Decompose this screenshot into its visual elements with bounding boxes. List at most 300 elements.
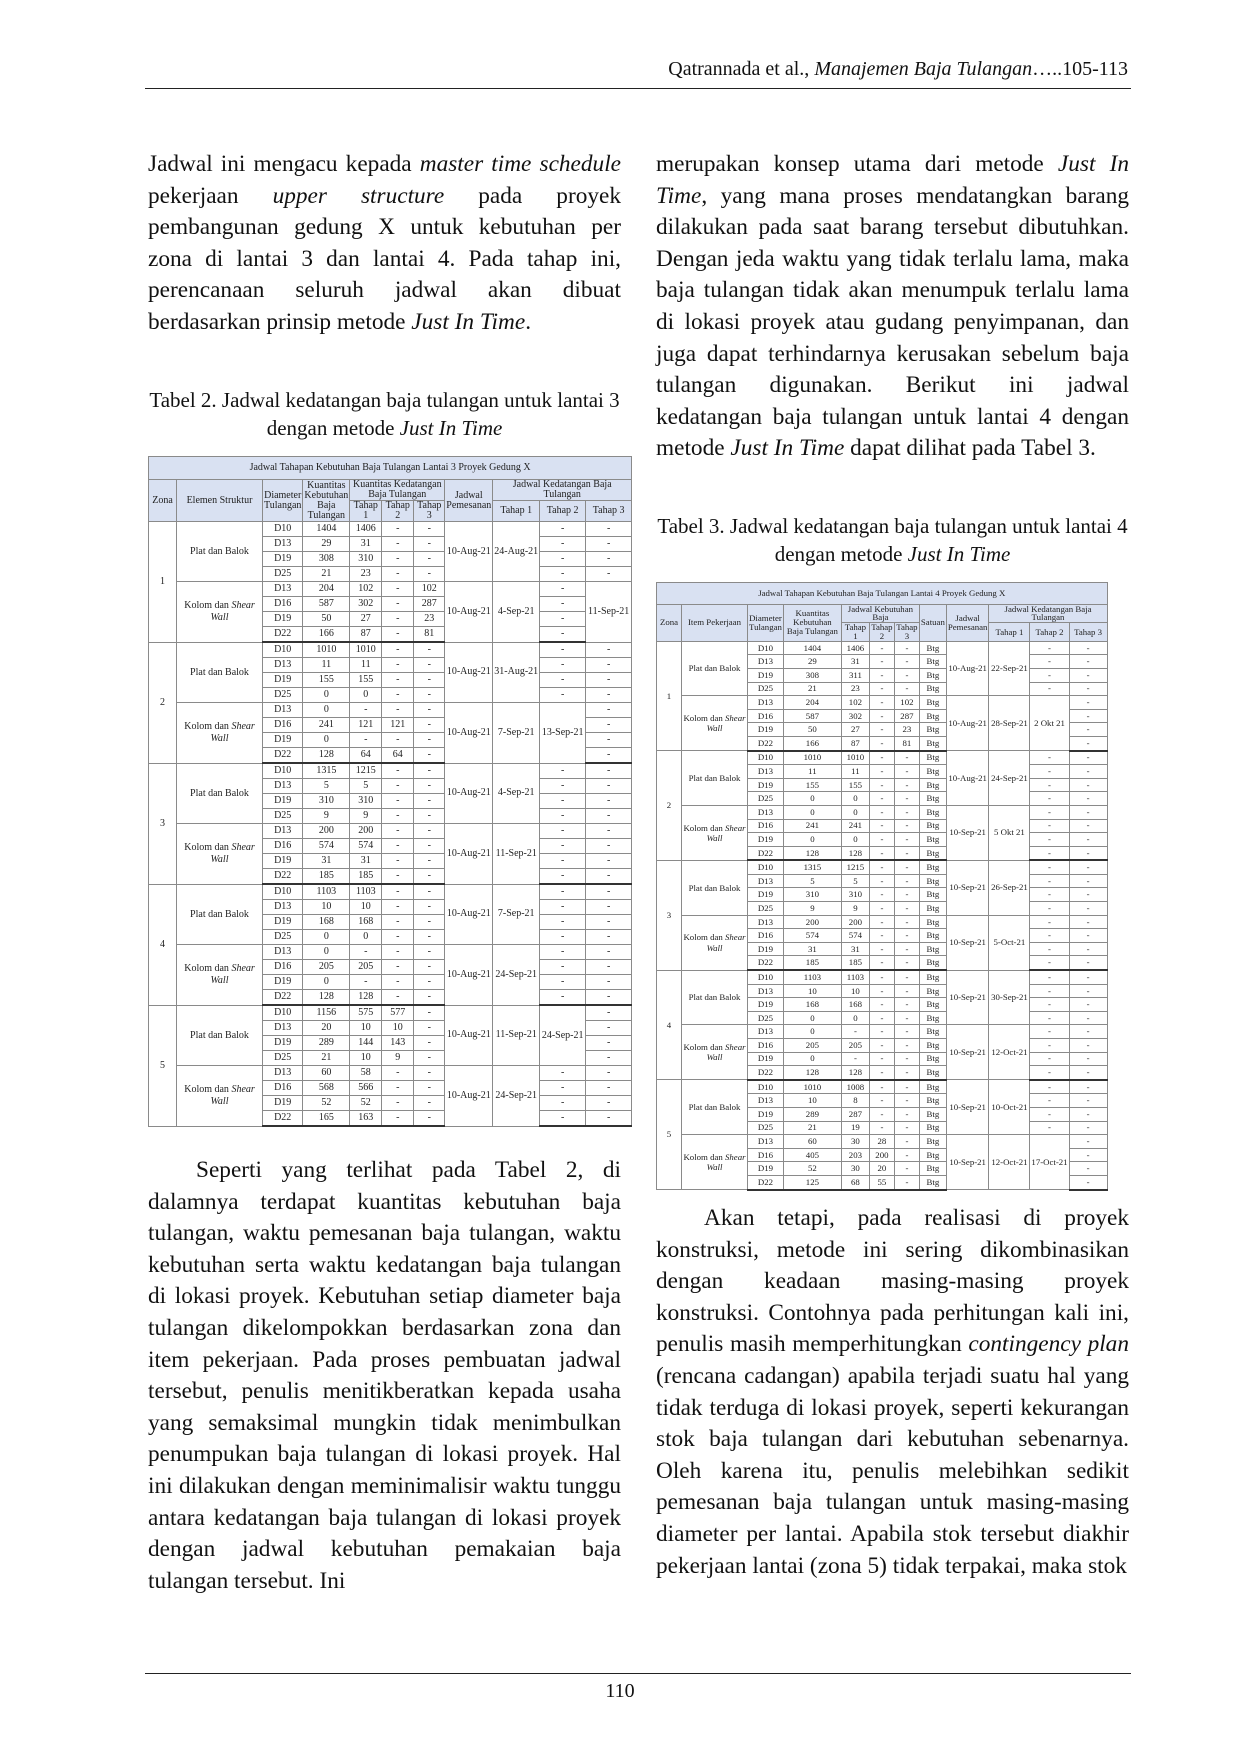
- cell-satuan: Btg: [919, 655, 946, 669]
- cell-c: 102: [414, 582, 445, 597]
- cell-b: -: [382, 779, 414, 794]
- tahap1-cell: 10-Oct-21: [989, 1080, 1030, 1135]
- tahap1-cell: 24-Sep-21: [989, 751, 1030, 806]
- cell-k: 0: [783, 805, 841, 819]
- cell-d: D10: [263, 1005, 303, 1021]
- tahap3-cell: -: [586, 1036, 632, 1051]
- cell-c: -: [414, 763, 445, 779]
- zona-cell: 5: [149, 1005, 177, 1126]
- tahap3-cell: -: [586, 1096, 632, 1111]
- cell-k: 5: [303, 779, 350, 794]
- cell-satuan: Btg: [919, 998, 946, 1012]
- cell-c: -: [414, 839, 445, 854]
- table-row: [657, 915, 1108, 929]
- cell-c: -: [414, 1051, 445, 1066]
- pemesanan-cell: 10-Sep-21: [946, 860, 989, 915]
- cell-k: 185: [783, 956, 841, 970]
- cell-satuan: Btg: [919, 929, 946, 943]
- text-run: , yang mana proses mendatangkan barang dilakukan pada saat barang tersebut dibutuhkan. Dengan jeda waktu yang tidak terlalu lama, maka baja tulangan tidak akan menumpuk terlalu lama di lokasi proyek atau gudang penyimpanan, dan juga dapat terhindarnya kerusakan sebelum baja tulangan digunakan. Berikut ini jadwal kedatangan baja tulangan untuk lantai 4 dengan metode: [656, 182, 1129, 462]
- cell-d: D13: [263, 900, 303, 915]
- tahap2-cell: -: [540, 567, 586, 582]
- cell-d: D10: [748, 1080, 784, 1094]
- elemen-cell: [682, 970, 748, 1025]
- elemen-italic: Shear Wall: [210, 1084, 255, 1107]
- cell-a: 144: [350, 1036, 382, 1051]
- cell-a: 68: [841, 1175, 869, 1189]
- elemen-text: Plat dan Balok: [190, 666, 249, 678]
- elemen-text: Plat dan Balok: [688, 663, 741, 674]
- cell-c: -: [414, 537, 445, 552]
- header-tahap: Tahap 1: [989, 623, 1030, 642]
- cell-a: 168: [350, 915, 382, 930]
- header-tahap: Tahap 3: [896, 622, 918, 641]
- tahap3-cell: -: [1069, 778, 1107, 792]
- tahap3-cell: 11-Sep-21: [586, 582, 632, 643]
- pemesanan-cell: 10-Sep-21: [946, 1135, 989, 1190]
- cell-k: 21: [783, 682, 841, 696]
- tahap3-cell: -: [586, 733, 632, 748]
- table-row: [149, 824, 632, 839]
- cell-d: D22: [748, 846, 784, 860]
- elemen-italic: Shear Wall: [706, 1151, 746, 1173]
- tahap3-cell: -: [586, 809, 632, 824]
- cell-c: -: [894, 792, 919, 806]
- cell-k: 29: [303, 537, 350, 552]
- cell-a: 30: [841, 1135, 869, 1149]
- tahap2-cell: -: [540, 522, 586, 537]
- right-column-top: [656, 149, 1129, 465]
- cell-k: 166: [783, 736, 841, 750]
- text-run: dapat dilihat pada Tabel 3.: [844, 435, 1096, 462]
- cell-satuan: Btg: [919, 1162, 946, 1176]
- tahap2-cell: -: [540, 839, 586, 854]
- elemen-text: Kolom dan: [683, 1042, 725, 1053]
- cell-b: -: [382, 990, 414, 1006]
- cell-c: -: [414, 703, 445, 718]
- cell-c: -: [414, 930, 445, 945]
- cell-d: D25: [263, 930, 303, 945]
- cell-b: -: [869, 942, 894, 956]
- cell-satuan: Btg: [919, 696, 946, 710]
- tahap2-cell: -: [1030, 805, 1069, 819]
- cell-b: 10: [382, 1021, 414, 1036]
- cell-b: -: [382, 658, 414, 673]
- cell-a: 31: [841, 655, 869, 669]
- cell-k: 1315: [783, 860, 841, 874]
- cell-b: -: [869, 902, 894, 916]
- tahap1-cell: 5 Okt 21: [989, 805, 1030, 860]
- tahap1-cell: 28-Sep-21: [989, 696, 1030, 751]
- cell-k: 52: [303, 1096, 350, 1111]
- cell-k: 31: [303, 854, 350, 869]
- cell-k: 1103: [303, 884, 350, 900]
- elemen-cell: [177, 642, 263, 703]
- cell-a: 23: [841, 682, 869, 696]
- tahap3-cell: -: [586, 990, 632, 1006]
- table-row: [657, 1135, 1108, 1149]
- cell-b: -: [382, 839, 414, 854]
- tahap2-cell: -: [540, 537, 586, 552]
- tahap2-cell: -: [540, 597, 586, 612]
- paragraph: [656, 1203, 1129, 1582]
- cell-a: 185: [350, 869, 382, 885]
- cell-c: -: [894, 765, 919, 779]
- cell-d: D19: [748, 1107, 784, 1121]
- tahap1-cell: 24-Sep-21: [493, 945, 540, 1006]
- elemen-italic: Shear Wall: [210, 963, 255, 986]
- cell-a: 310: [350, 794, 382, 809]
- tahap3-cell: -: [586, 748, 632, 764]
- cell-b: 121: [382, 718, 414, 733]
- cell-b: -: [869, 668, 894, 682]
- cell-b: -: [869, 915, 894, 929]
- cell-c: -: [414, 1036, 445, 1051]
- cell-c: 81: [894, 736, 919, 750]
- cell-k: 20: [303, 1021, 350, 1036]
- tahap3-cell: -: [1069, 984, 1107, 998]
- cell-c: -: [894, 778, 919, 792]
- tahap1-cell: 30-Sep-21: [989, 970, 1030, 1025]
- header-tahap: Tahap 3: [586, 501, 632, 522]
- cell-d: D19: [263, 794, 303, 809]
- cell-a: -: [350, 703, 382, 718]
- text-run: pada proyek pembangunan gedung X untuk kebutuhan per zona di lantai 3 dan lantai 4. Pada tahap ini, perencanaan seluruh jadwal akan dibuat berdasarkan prinsip metode: [148, 182, 621, 335]
- cell-a: 163: [350, 1111, 382, 1127]
- cell-d: D10: [748, 641, 784, 655]
- cell-satuan: Btg: [919, 874, 946, 888]
- tahap3-cell: -: [1069, 751, 1107, 765]
- cell-a: 102: [841, 696, 869, 710]
- tahap3-cell: -: [1069, 723, 1107, 737]
- cell-b: -: [382, 522, 414, 537]
- cell-k: 168: [783, 998, 841, 1012]
- tahap3-cell: -: [1069, 1121, 1107, 1135]
- footer-rule: [145, 1673, 1131, 1674]
- cell-satuan: Btg: [919, 792, 946, 806]
- cell-a: 87: [350, 627, 382, 643]
- cell-b: -: [382, 915, 414, 930]
- cell-a: 11: [350, 658, 382, 673]
- cell-c: 287: [894, 709, 919, 723]
- elemen-text: Plat dan Balok: [688, 992, 741, 1003]
- cell-b: -: [869, 723, 894, 737]
- elemen-text: Plat dan Balok: [688, 1102, 741, 1113]
- tahap2-cell: -: [1030, 819, 1069, 833]
- pemesanan-cell: 10-Sep-21: [946, 915, 989, 970]
- cell-b: -: [869, 833, 894, 847]
- table-row: [149, 884, 632, 900]
- cell-satuan: Btg: [919, 942, 946, 956]
- cell-a: 241: [841, 819, 869, 833]
- cell-satuan: Btg: [919, 1025, 946, 1039]
- tahap3-cell: -: [586, 1111, 632, 1127]
- cell-k: 21: [303, 1051, 350, 1066]
- tahap3-cell: -: [1069, 641, 1107, 655]
- cell-a: 5: [350, 779, 382, 794]
- cell-d: D13: [263, 703, 303, 718]
- cell-satuan: Btg: [919, 1148, 946, 1162]
- tahap3-cell: -: [1069, 1080, 1107, 1094]
- cell-c: -: [894, 1162, 919, 1176]
- tahap2-cell: -: [1030, 874, 1069, 888]
- cell-c: -: [414, 688, 445, 703]
- tahap3-cell: -: [1069, 902, 1107, 916]
- cell-satuan: Btg: [919, 915, 946, 929]
- tahap3-cell: -: [1069, 846, 1107, 860]
- tahap2-cell: 24-Sep-21: [540, 1005, 586, 1066]
- cell-a: 168: [841, 998, 869, 1012]
- tahap2-cell: -: [540, 809, 586, 824]
- cell-a: 30: [841, 1162, 869, 1176]
- elemen-cell: [682, 696, 748, 751]
- tahap2-cell: -: [1030, 1025, 1069, 1039]
- cell-d: D13: [748, 696, 784, 710]
- cell-k: 128: [303, 990, 350, 1006]
- tahap2-cell: -: [540, 869, 586, 885]
- cell-d: D19: [748, 998, 784, 1012]
- table-row: [149, 582, 632, 597]
- cell-k: 0: [783, 792, 841, 806]
- cell-b: -: [382, 884, 414, 900]
- tahap3-cell: -: [1069, 874, 1107, 888]
- cell-b: -: [382, 1096, 414, 1111]
- cell-k: 204: [783, 696, 841, 710]
- tahap3-cell: -: [586, 839, 632, 854]
- cell-b: -: [382, 612, 414, 627]
- cell-k: 204: [303, 582, 350, 597]
- tahap3-cell: -: [586, 930, 632, 945]
- cell-b: -: [869, 655, 894, 669]
- cell-d: D22: [748, 1066, 784, 1080]
- text-italic: contingency plan: [968, 1331, 1129, 1358]
- cell-a: 200: [841, 915, 869, 929]
- cell-c: -: [894, 1039, 919, 1053]
- cell-d: D19: [748, 1052, 784, 1066]
- cell-b: -: [869, 1121, 894, 1135]
- cell-d: D22: [263, 748, 303, 764]
- zona-cell: 4: [657, 970, 682, 1080]
- tahap3-cell: -: [586, 567, 632, 582]
- tahap2-cell: -: [540, 824, 586, 839]
- header-title: Manajemen Baja Tulangan: [814, 58, 1033, 80]
- pemesanan-cell: 10-Sep-21: [946, 1080, 989, 1135]
- cell-d: D16: [263, 960, 303, 975]
- tahap2-cell: -: [1030, 1107, 1069, 1121]
- cell-d: D13: [748, 984, 784, 998]
- cell-a: 9: [841, 902, 869, 916]
- header-tahap: Tahap 2: [871, 622, 893, 641]
- cell-c: -: [414, 1096, 445, 1111]
- cell-k: 0: [303, 688, 350, 703]
- header-kedatangan: Jadwal Kebutuhan Baja: [841, 604, 919, 623]
- cell-c: 81: [414, 627, 445, 643]
- cell-satuan: Btg: [919, 1107, 946, 1121]
- cell-c: -: [414, 794, 445, 809]
- text-italic: Just In Time: [656, 151, 1129, 209]
- tahap3-cell: -: [1069, 1135, 1107, 1149]
- tahap1-cell: 4-Sep-21: [493, 763, 540, 824]
- cell-b: 577: [382, 1005, 414, 1021]
- table-row: [657, 970, 1108, 984]
- zona-cell: 5: [657, 1080, 682, 1190]
- cell-c: -: [414, 779, 445, 794]
- paragraph: Seperti yang terlihat pada Tabel 2, di dalamnya terdapat kuantitas kebutuhan baja tulangan, waktu pemesanan baja tulangan, waktu kebutuhan serta waktu kedatangan baja tulangan di lokasi proyek. Kebutuhan setiap diameter baja tulangan dikelompokkan berdasarkan zona dan item pekerjaan. Pada proses pembuatan jadwal tersebut, penulis menitikberatkan kepada usaha yang semaksimal mungkin tidak menimbulkan penumpukan baja tulangan di lokasi proyek. Hal ini dilakukan dengan meminimalisir waktu tunggu antara kedatangan baja tulangan di lokasi proyek dengan jadwal kebutuhan pemakaian baja tulangan tersebut. Ini: [148, 1157, 621, 1594]
- tahap3-cell: -: [1069, 998, 1107, 1012]
- tahap3-cell: -: [586, 779, 632, 794]
- cell-d: D16: [748, 1039, 784, 1053]
- cell-k: 52: [783, 1162, 841, 1176]
- cell-d: D25: [263, 567, 303, 582]
- cell-c: -: [894, 846, 919, 860]
- cell-b: -: [869, 792, 894, 806]
- cell-d: D19: [263, 733, 303, 748]
- cell-satuan: Btg: [919, 956, 946, 970]
- cell-a: 0: [841, 792, 869, 806]
- cell-a: 205: [350, 960, 382, 975]
- cell-k: 9: [783, 902, 841, 916]
- cell-a: 575: [350, 1005, 382, 1021]
- cell-a: 155: [841, 778, 869, 792]
- cell-a: -: [350, 975, 382, 990]
- cell-k: 200: [783, 915, 841, 929]
- cell-a: 1406: [841, 641, 869, 655]
- tahap2-cell: -: [1030, 668, 1069, 682]
- cell-d: D22: [263, 1111, 303, 1127]
- cell-c: -: [894, 888, 919, 902]
- text-run: .: [525, 308, 532, 335]
- text-italic: upper structure: [272, 182, 445, 209]
- cell-c: -: [894, 1121, 919, 1135]
- cell-k: 308: [303, 552, 350, 567]
- cell-a: 10: [350, 1051, 382, 1066]
- cell-k: 165: [303, 1111, 350, 1127]
- cell-b: -: [869, 846, 894, 860]
- cell-a: 128: [841, 1066, 869, 1080]
- table-row: [149, 1005, 632, 1021]
- elemen-text: Plat dan Balok: [190, 787, 249, 799]
- tahap2-cell: -: [540, 975, 586, 990]
- tahap3-cell: -: [1069, 736, 1107, 750]
- cell-k: 10: [783, 1094, 841, 1108]
- tahap2-cell: -: [1030, 888, 1069, 902]
- cell-c: -: [414, 658, 445, 673]
- cell-b: -: [382, 1111, 414, 1127]
- elemen-cell: [682, 915, 748, 970]
- cell-k: 200: [303, 824, 350, 839]
- cell-k: 405: [783, 1148, 841, 1162]
- tahap1-cell: 11-Sep-21: [493, 1005, 540, 1066]
- cell-satuan: Btg: [919, 819, 946, 833]
- cell-k: 1103: [783, 970, 841, 984]
- cell-k: 9: [303, 809, 350, 824]
- pemesanan-cell: 10-Aug-21: [445, 884, 493, 945]
- tahap2-cell: -: [1030, 1080, 1069, 1094]
- cell-satuan: Btg: [919, 751, 946, 765]
- cell-d: D19: [263, 552, 303, 567]
- cell-b: -: [869, 736, 894, 750]
- elemen-cell: [177, 945, 263, 1006]
- cell-c: -: [894, 942, 919, 956]
- elemen-cell: [177, 763, 263, 824]
- cell-d: D13: [748, 874, 784, 888]
- tahap3-cell: -: [1069, 819, 1107, 833]
- cell-d: D25: [748, 1011, 784, 1025]
- text-run: Jadwal ini mengacu kepada: [148, 151, 420, 177]
- header-tahap: Tahap 2: [540, 501, 586, 522]
- cell-k: 31: [783, 942, 841, 956]
- page-number: 110: [605, 1680, 635, 1702]
- tahap1-cell: 22-Sep-21: [989, 641, 1030, 695]
- cell-a: 1215: [350, 763, 382, 779]
- cell-d: D19: [263, 1036, 303, 1051]
- cell-c: -: [894, 915, 919, 929]
- cell-c: -: [414, 1081, 445, 1096]
- cell-c: -: [414, 1111, 445, 1127]
- cell-b: -: [869, 1094, 894, 1108]
- tahap2-cell: -: [540, 900, 586, 915]
- cell-k: 5: [783, 874, 841, 888]
- cell-b: -: [382, 733, 414, 748]
- cell-a: 287: [841, 1107, 869, 1121]
- cell-d: D16: [263, 1081, 303, 1096]
- tahap2-cell: -: [1030, 1121, 1069, 1135]
- cell-d: D16: [748, 709, 784, 723]
- tahap2-cell: 2 Okt 21: [1030, 696, 1069, 751]
- elemen-text: Kolom dan: [683, 1151, 725, 1162]
- cell-a: 155: [350, 673, 382, 688]
- cell-k: 1156: [303, 1005, 350, 1021]
- cell-c: -: [414, 884, 445, 900]
- elemen-cell: [177, 522, 263, 582]
- elemen-text: Plat dan Balok: [190, 908, 249, 920]
- tahap2-cell: -: [1030, 942, 1069, 956]
- cell-satuan: Btg: [919, 833, 946, 847]
- cell-a: 87: [841, 736, 869, 750]
- header-jadwal-kedatangan: Jadwal Kedatangan Baja Tulangan: [493, 480, 632, 501]
- header-elemen: Item Pekerjaan: [682, 604, 748, 641]
- cell-k: 185: [303, 869, 350, 885]
- header-tahap: Tahap 3: [1069, 623, 1107, 642]
- cell-b: 20: [869, 1162, 894, 1176]
- tahap3-cell: -: [586, 1021, 632, 1036]
- cell-c: -: [414, 1021, 445, 1036]
- cell-k: 0: [783, 1011, 841, 1025]
- cell-a: 311: [841, 668, 869, 682]
- text-run: merupakan konsep utama dari metode: [656, 151, 1058, 177]
- elemen-text: Kolom dan: [683, 932, 725, 943]
- cell-c: -: [894, 956, 919, 970]
- text-italic: Just In Time: [730, 435, 845, 462]
- cell-d: D19: [748, 668, 784, 682]
- header-elemen: Elemen Struktur: [177, 480, 263, 522]
- table-3-caption: [656, 512, 1129, 568]
- cell-k: 10: [783, 984, 841, 998]
- tahap2-cell: -: [1030, 655, 1069, 669]
- tahap2-cell: -: [540, 642, 586, 658]
- cell-b: -: [382, 1081, 414, 1096]
- cell-b: -: [382, 809, 414, 824]
- elemen-italic: Shear Wall: [706, 932, 746, 953]
- caption-text: Tabel 2. Jadwal kedatangan baja tulangan untuk lantai 3 dengan metode: [149, 388, 620, 440]
- tahap2-cell: -: [540, 854, 586, 869]
- cell-b: -: [382, 900, 414, 915]
- cell-c: -: [414, 900, 445, 915]
- table-2: [148, 456, 632, 1127]
- cell-b: -: [869, 929, 894, 943]
- header-tahap: Tahap 1: [841, 623, 869, 642]
- tahap2-cell: -: [1030, 682, 1069, 696]
- cell-d: D19: [263, 612, 303, 627]
